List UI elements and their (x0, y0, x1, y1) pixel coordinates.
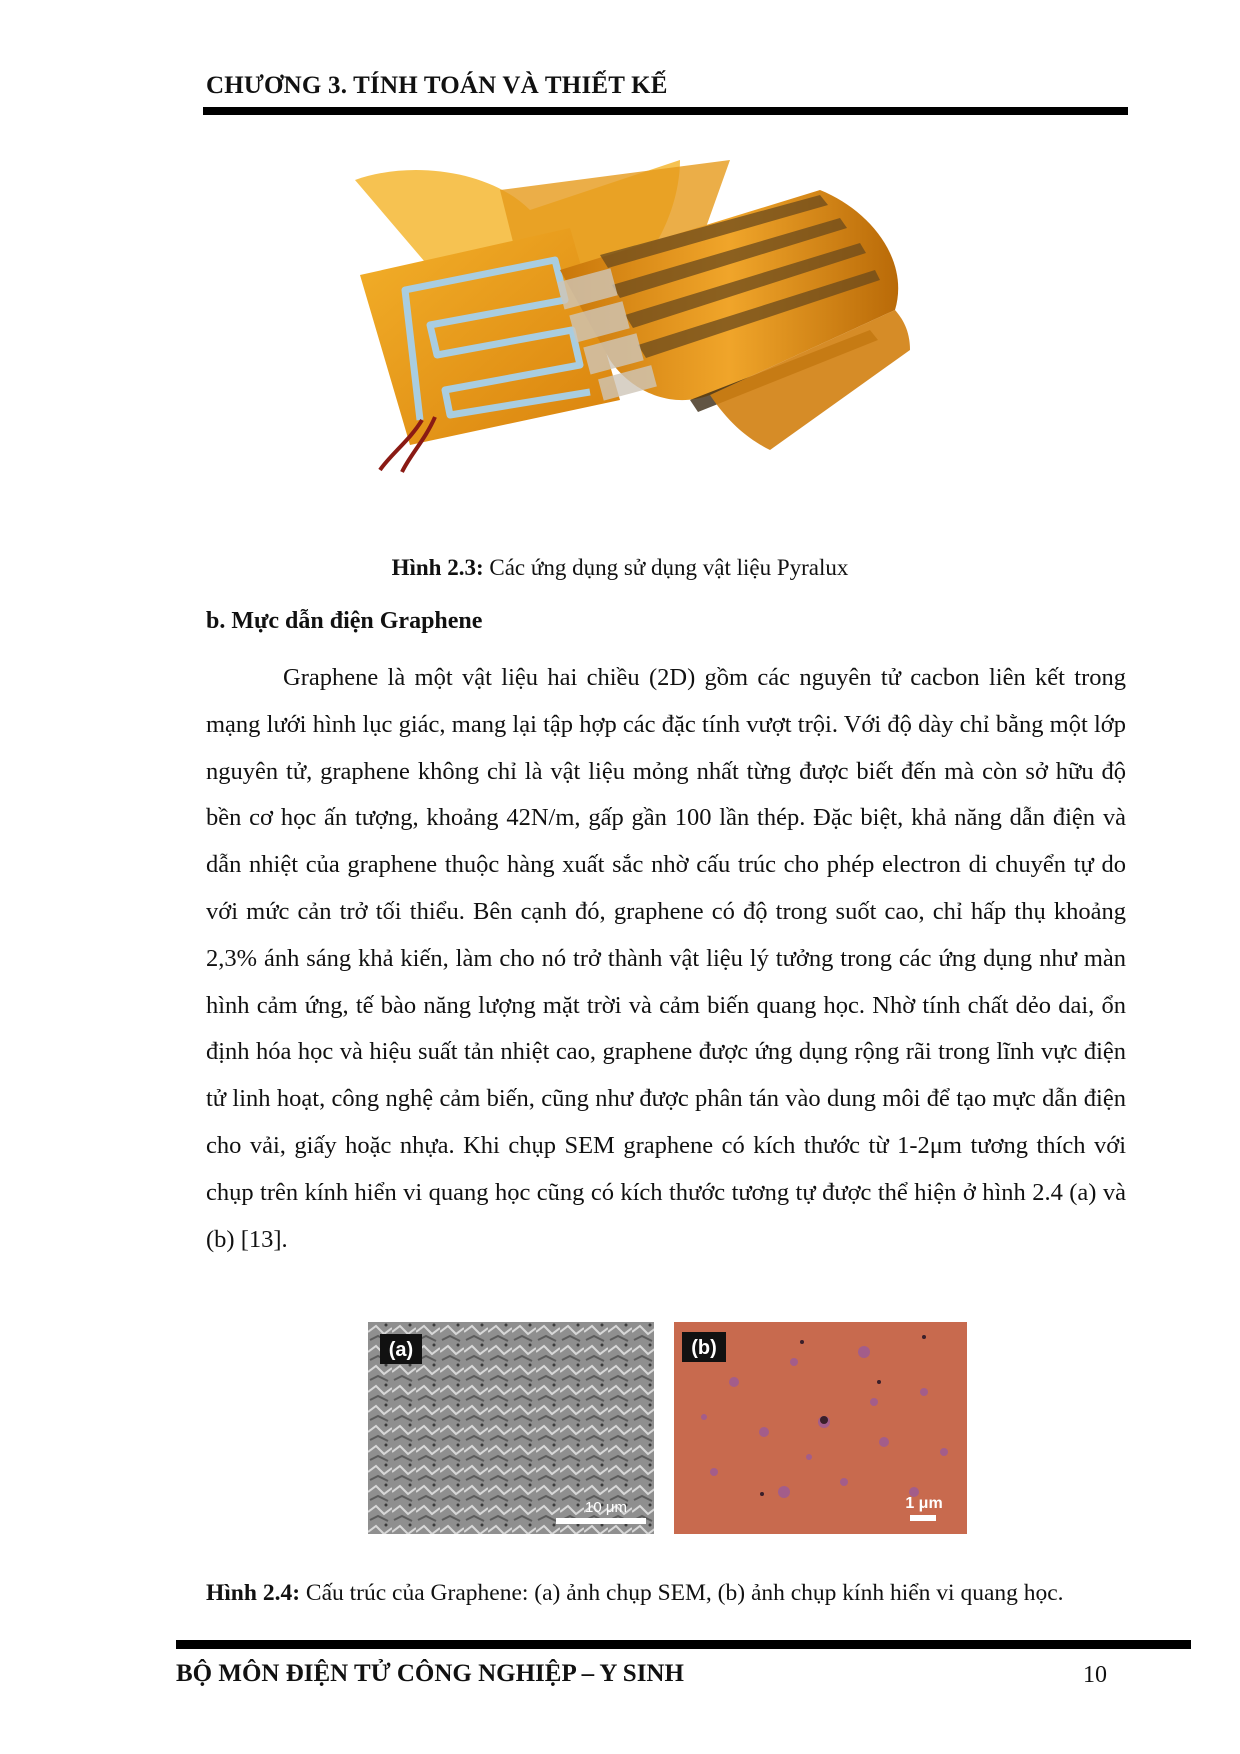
page-number: 10 (1083, 1662, 1107, 1688)
figure-2-4-caption: Hình 2.4: Cấu trúc của Graphene: (a) ảnh chụp SEM, (b) ảnh chụp kính hiển vi quang học. (206, 1580, 1064, 1606)
footer-rule (176, 1640, 1191, 1649)
optical-image (674, 1322, 967, 1534)
panel-a-scale-bar (556, 1518, 646, 1524)
footer-department: BỘ MÔN ĐIỆN TỬ CÔNG NGHIỆP – Y SINH (176, 1660, 684, 1687)
panel-a-scale-label: 10 μm (585, 1499, 627, 1516)
header-rule (203, 107, 1128, 115)
section-heading: b. Mực dẫn điện Graphene (206, 608, 483, 634)
figure-2-3-caption: Hình 2.3: Các ứng dụng sử dụng vật liệu Pyralux (391, 555, 849, 580)
sem-image (368, 1322, 654, 1534)
pyralux-figure (350, 150, 990, 475)
panel-b-scale-bar (910, 1515, 936, 1521)
panel-a-label: (a) (388, 1339, 414, 1361)
panel-b-label: (b) (691, 1337, 717, 1359)
chapter-header: CHƯƠNG 3. TÍNH TOÁN VÀ THIẾT KẾ (206, 72, 668, 99)
panel-b-scale-label: 1 μm (905, 1495, 943, 1512)
body-paragraph: Graphene là một vật liệu hai chiều (2D) gồm các nguyên tử cacbon liên kết trong mạng lưới hình lục giác, mang lại tập hợp các đặc tính vượt trội. Với độ dày chỉ bằng một lớp nguyên tử, graphene không chỉ là vật liệu mỏng nhất từng được biết đến mà còn sở hữu độ bền cơ học ấn tượng, khoảng 42N/m, gấp gần 100 lần thép. Đặc biệt, khả năng dẫn điện và dẫn nhiệt của graphene thuộc hàng xuất sắc nhờ cấu trúc cho phép electron di chuyển tự do với mức cản trở tối thiểu. Bên cạnh đó, graphene có độ trong suốt cao, chỉ hấp thụ khoảng 2,3% ánh sáng khả kiến, làm cho nó trở thành vật liệu lý tưởng trong các ứng dụng như màn hình cảm ứng, tế bào năng lượng mặt trời và cảm biến quang học. Nhờ tính chất dẻo dai, ổn định hóa học và hiệu suất tản nhiệt cao, graphene được ứng dụng rộng rãi trong lĩnh vực điện tử linh hoạt, công nghệ cảm biến, cũng như được phân tán vào dung môi để tạo mực dẫn điện cho vải, giấy hoặc nhựa. Khi chụp SEM graphene có kích thước từ 1-2μm tương thích với chụp trên kính hiển vi quang học cũng có kích thước tương tự được thể hiện ở hình 2.4 (a) và (b) [13]. (206, 664, 1126, 1253)
